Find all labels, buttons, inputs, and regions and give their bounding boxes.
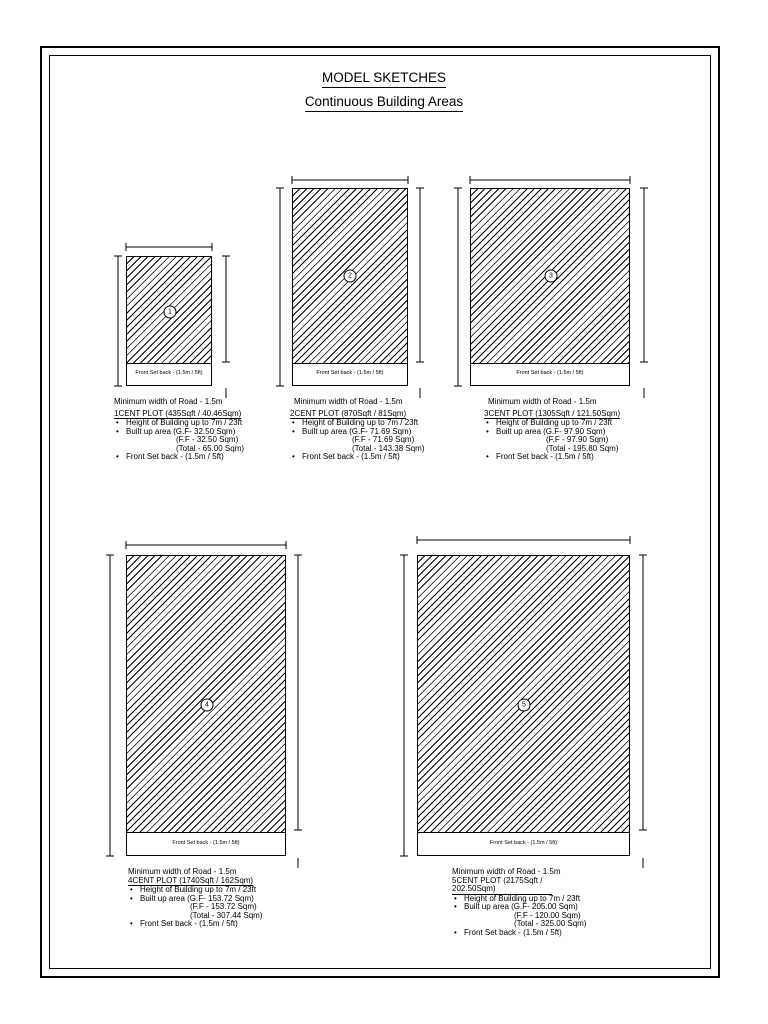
builtup-total: (Total - 143.38 Sqm) <box>352 443 425 453</box>
plot-number: 3 <box>545 270 558 283</box>
setback-spec: • Front Set back - (1.5m / 5ft) <box>452 929 632 938</box>
plot-name: 5CENT PLOT (2175Sqft / 202.50Sqm) <box>452 877 552 895</box>
page-title: MODEL SKETCHES <box>0 70 768 88</box>
setback-spec: • Front Set back - (1.5m / 5ft) <box>114 453 284 462</box>
building-area <box>418 556 629 833</box>
builtup-total: (Total - 65.00 Sqm) <box>176 443 245 453</box>
plot-info-2: Minimum width of Road - 1.5m 2CENT PLOT (870Sqft / 81Sqm) • Height of Building up to 7m / 23ft • Built up area (G.F- 71.69 Sqm) (F.F - 71.69 Sqm) (Total - 143.38 Sqm) • Front Set back - (1.5m / 5ft) <box>290 398 465 462</box>
builtup-ff: (F.F - 32.50 Sqm) <box>176 435 239 444</box>
plot-1 <box>126 256 212 386</box>
plot-5 <box>417 555 630 856</box>
builtup-ff: (F.F - 97.90 Sqm) <box>546 435 609 444</box>
plot-name: 1CENT PLOT (435Sqft / 40.46Sqm) <box>114 408 242 418</box>
plot-info-1: Minimum width of Road - 1.5m 1CENT PLOT (435Sqft / 40.46Sqm) • Height of Building up to 7m / 23ft • Built up area (G.F- 32.50 Sqm) (F.F - 32.50 Sqm) (Total - 65.00 Sqm) • Front Set back - (1.5m / 5ft) <box>114 398 284 462</box>
setback-spec: • Front Set back - (1.5m / 5ft) <box>484 453 669 462</box>
page-subtitle: Continuous Building Areas <box>0 94 768 112</box>
builtup-total: (Total - 325.00 Sqm) <box>514 919 587 928</box>
setback-label: Front Set back - (1.5m / 5ft) <box>135 370 203 376</box>
plot-number: 4 <box>201 699 214 712</box>
setback-label: Front Set back - (1.5m / 5ft) <box>172 839 240 846</box>
plot-number: 2 <box>344 270 357 283</box>
builtup-gf: • Built up area (G.F- 205.00 Sqm) <box>452 903 632 912</box>
height-spec: • Height of Building up to 7m / 23ft <box>114 419 284 428</box>
builtup-total: (Total - 195.80 Sqm) <box>546 443 619 453</box>
builtup-ff: (F.F - 71.69 Sqm) <box>352 435 415 444</box>
builtup-ff: (F.F - 153.72 Sqm) <box>190 902 257 911</box>
height-spec: • Height of Building up to 7m / 23ft <box>290 419 465 428</box>
height-spec: • Height of Building up to 7m / 23ft <box>452 895 632 904</box>
plot-number: 5 <box>518 699 531 712</box>
setback-label: Front Set back - (1.5m / 5ft) <box>516 370 584 376</box>
plot-info-3: Minimum width of Road - 1.5m 3CENT PLOT (1305Sqft / 121.50Sqm) • Height of Building up to 7m / 23ft • Built up area (G.F- 97.90 Sqm) (F.F - 97.90 Sqm) (Total - 195.80 Sqm) • Front Set back - (1.5m / 5ft) <box>484 398 669 462</box>
height-spec: • Height of Building up to 7m / 23ft <box>484 419 669 428</box>
builtup-total: (Total - 307.44 Sqm) <box>190 910 263 920</box>
builtup-gf: • Built up area (G.F- 97.90 Sqm) <box>484 428 669 437</box>
plot-info-4: Minimum width of Road - 1.5m 4CENT PLOT (1740Sqft / 162Sqm) • Height of Building up to 7m / 23ft • Built up area (G.F- 153.72 Sqm) (F.F - 153.72 Sqm) (Total - 307.44 Sqm) • Front Set back - (1.5m / 5ft) <box>128 868 308 929</box>
setback-label: Front Set back - (1.5m / 5ft) <box>316 370 384 376</box>
builtup-gf: • Built up area (G.F- 153.72 Sqm) <box>128 895 308 904</box>
setback-label: Front Set back - (1.5m / 5ft) <box>489 839 558 846</box>
setback-spec: • Front Set back - (1.5m / 5ft) <box>128 920 308 929</box>
builtup-ff: (F.F - 120.00 Sqm) <box>514 910 581 920</box>
plot-name: 2CENT PLOT (870Sqft / 81Sqm) <box>290 408 407 418</box>
plot-3 <box>470 188 630 386</box>
builtup-gf: • Built up area (G.F- 71.69 Sqm) <box>290 428 465 437</box>
setback-spec: • Front Set back - (1.5m / 5ft) <box>290 453 465 462</box>
plot-name: 3CENT PLOT (1305Sqft / 121.50Sqm) <box>484 408 621 418</box>
plot-number: 1 <box>164 306 177 319</box>
height-spec: • Height of Building up to 7m / 23ft <box>128 886 308 895</box>
plot-4 <box>126 555 286 856</box>
plot-2 <box>292 188 408 386</box>
building-area <box>127 556 285 833</box>
plot-info-5: Minimum width of Road - 1.5m 5CENT PLOT (2175Sqft / 202.50Sqm) • Height of Building up to 7m / 23ft • Built up area (G.F- 205.00 Sqm) (F.F - 120.00 Sqm) (Total - 325.00 Sqm) • Front Set back - (1.5m / 5ft) <box>452 868 632 937</box>
builtup-gf: • Built up area (G.F- 32.50 Sqm) <box>114 428 284 437</box>
plot-name: 4CENT PLOT (1740Sqft / 162Sqm) <box>128 875 254 885</box>
